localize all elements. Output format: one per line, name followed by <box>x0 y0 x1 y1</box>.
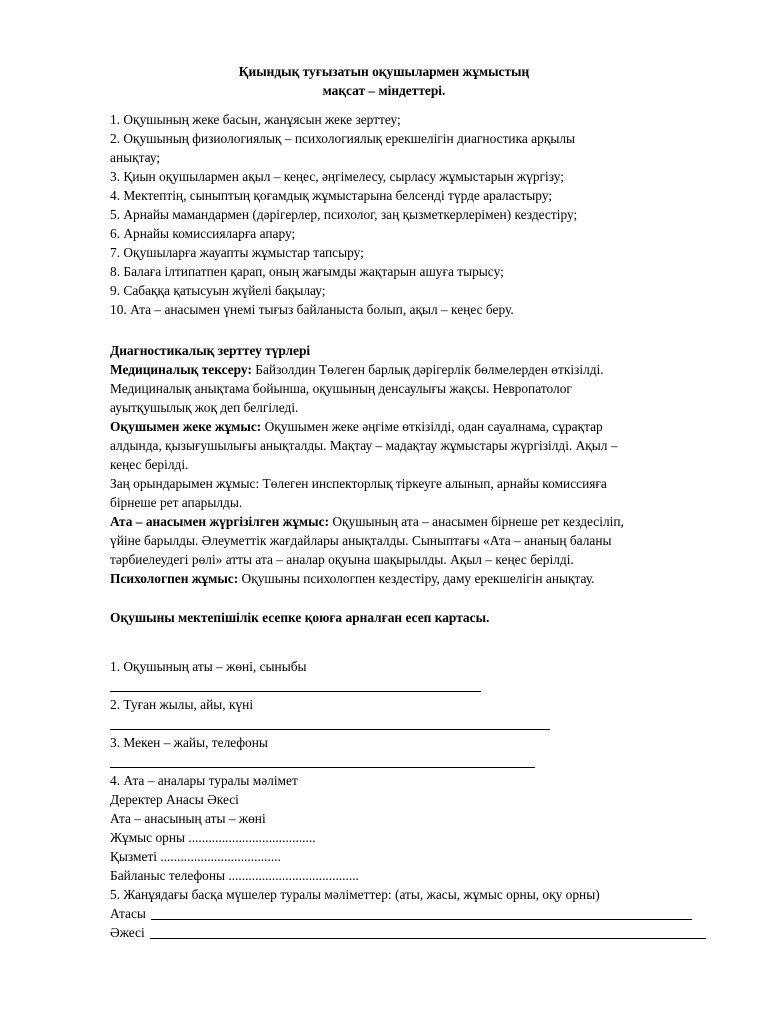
question-1: 1. Оқушының аты – жөні, сыныбы <box>110 659 307 674</box>
diagnostics-heading: Диагностикалық зерттеу түрлері <box>110 343 311 358</box>
question-3: 3. Мекен – жайы, телефоны <box>110 735 268 750</box>
goal-item: 4. Мектептің, сыныптың қоғамдық жұмыстарына белсенді түрде араластыру; <box>110 188 553 203</box>
record-card-form <box>110 657 710 942</box>
question-4: 4. Ата – аналары туралы мәлімет <box>110 773 298 788</box>
goal-item: 2. Оқушының физиологиялық – психологиялық ерекшелігін диагностика арқылы <box>110 131 575 146</box>
answer-line-1[interactable] <box>110 676 710 695</box>
title-line-1: Қиындық туғызатын оқушылармен жұмыстың <box>238 64 530 79</box>
individual-text: Оқушымен жеке әңгіме өткізілді, одан сауалнама, сұрақтар <box>261 419 603 434</box>
work-place-field[interactable]: Жұмыс орны ...................................... <box>110 830 316 845</box>
goal-item: 6. Арнайы комиссияларға апару; <box>110 226 296 241</box>
goal-item: 9. Сабаққа қатысуын жүйелі бақылау; <box>110 283 326 298</box>
grandmother-label: Әжесі <box>110 925 145 940</box>
parents-table-header: Деректер Анасы Әкесі <box>110 792 239 807</box>
medical-text: Байзолдин Төлеген барлық дәрігерлік бөлмелерден өткізілді. <box>251 362 604 377</box>
parents-text: Оқушының ата – анасымен бірнеше рет кездесіліп, <box>329 514 624 529</box>
medical-text: ауытқушылық жоқ деп белгіледі. <box>110 400 299 415</box>
psych-paragraph <box>110 569 710 588</box>
grandfather-row <box>110 904 710 923</box>
grandfather-answer-line[interactable] <box>151 919 692 920</box>
diagnostics-section <box>110 341 710 588</box>
parents-text: тәрбиелеудегі рөлі» атты ата – аналар оқуына шақырылды. Ақыл – кеңес берілді. <box>110 552 574 567</box>
individual-text: алдында, қызығушылығы анықталды. Мақтау – мадақтау жұмыстары жүргізілді. Ақыл – <box>110 438 618 453</box>
answer-line-3[interactable] <box>110 752 710 771</box>
goal-item: анықтау; <box>110 150 161 165</box>
card-title: Оқушыны мектепішілік есепке қоюға арналған есеп картасы. <box>110 610 490 625</box>
law-text: бірнеше рет апарылды. <box>110 495 243 510</box>
document-title <box>0 62 768 100</box>
question-2: 2. Туған жылы, айы, күні <box>110 697 254 712</box>
parents-text: үйіне барылды. Әлеуметтік жағдайлары анықталды. Сыныптағы «Ата – ананың баланы <box>110 533 612 548</box>
goal-item: 7. Оқушыларға жауапты жұмыстар тапсыру; <box>110 245 364 260</box>
parents-label: Ата – анасымен жүргізілген жұмыс: <box>110 514 330 529</box>
answer-line-2[interactable] <box>110 714 710 733</box>
individual-text: кеңес берілді. <box>110 457 189 472</box>
medical-paragraph <box>110 360 710 379</box>
individual-paragraph <box>110 417 710 436</box>
parents-name-field: Ата – анасының аты – жөні <box>110 811 266 826</box>
grandfather-label: Атасы <box>110 906 146 921</box>
question-5: 5. Жанұядағы басқа мүшелер туралы мәліметтер: (аты, жасы, жұмыс орны, оқу орны) <box>110 887 600 902</box>
goal-item: 8. Балаға ілтипатпен қарап, оның жағымды жақтарын ашуға тырысу; <box>110 264 504 279</box>
goal-item: 10. Ата – анасымен үнемі тығыз байланыста болып, ақыл – кеңес беру. <box>110 302 514 317</box>
goal-item: 1. Оқушының жеке басын, жанұясын жеке зерттеу; <box>110 112 401 127</box>
phone-field[interactable]: Байланыс телефоны ....................................... <box>110 868 359 883</box>
grandmother-row <box>110 923 710 942</box>
medical-text: Медициналық анықтама бойынша, оқушының денсаулығы жақсы. Невропатолог <box>110 381 572 396</box>
grandmother-answer-line[interactable] <box>150 938 706 939</box>
medical-label: Медициналық тексеру: <box>110 362 252 377</box>
position-field[interactable]: Қызметі .................................... <box>110 849 281 864</box>
goal-item: 3. Қиын оқушылармен ақыл – кеңес, әңгімелесу, сырласу жұмыстарын жүргізу; <box>110 169 565 184</box>
law-text: Заң орындарымен жұмыс: Төлеген инспекторлық тіркеуге алынып, арнайы комиссияға <box>110 476 607 491</box>
individual-label: Оқушымен жеке жұмыс: <box>110 419 262 434</box>
psych-text: Оқушыны психологпен кездестіру, даму ерекшелігін анықтау. <box>238 571 595 586</box>
goals-list <box>110 110 710 319</box>
goal-item: 5. Арнайы мамандармен (дәрігерлер, психолог, заң қызметкерлерімен) кездестіру; <box>110 207 578 222</box>
parents-paragraph <box>110 512 710 531</box>
psych-label: Психологпен жұмыс: <box>110 571 239 586</box>
title-line-2: мақсат – міндеттері. <box>322 83 446 98</box>
